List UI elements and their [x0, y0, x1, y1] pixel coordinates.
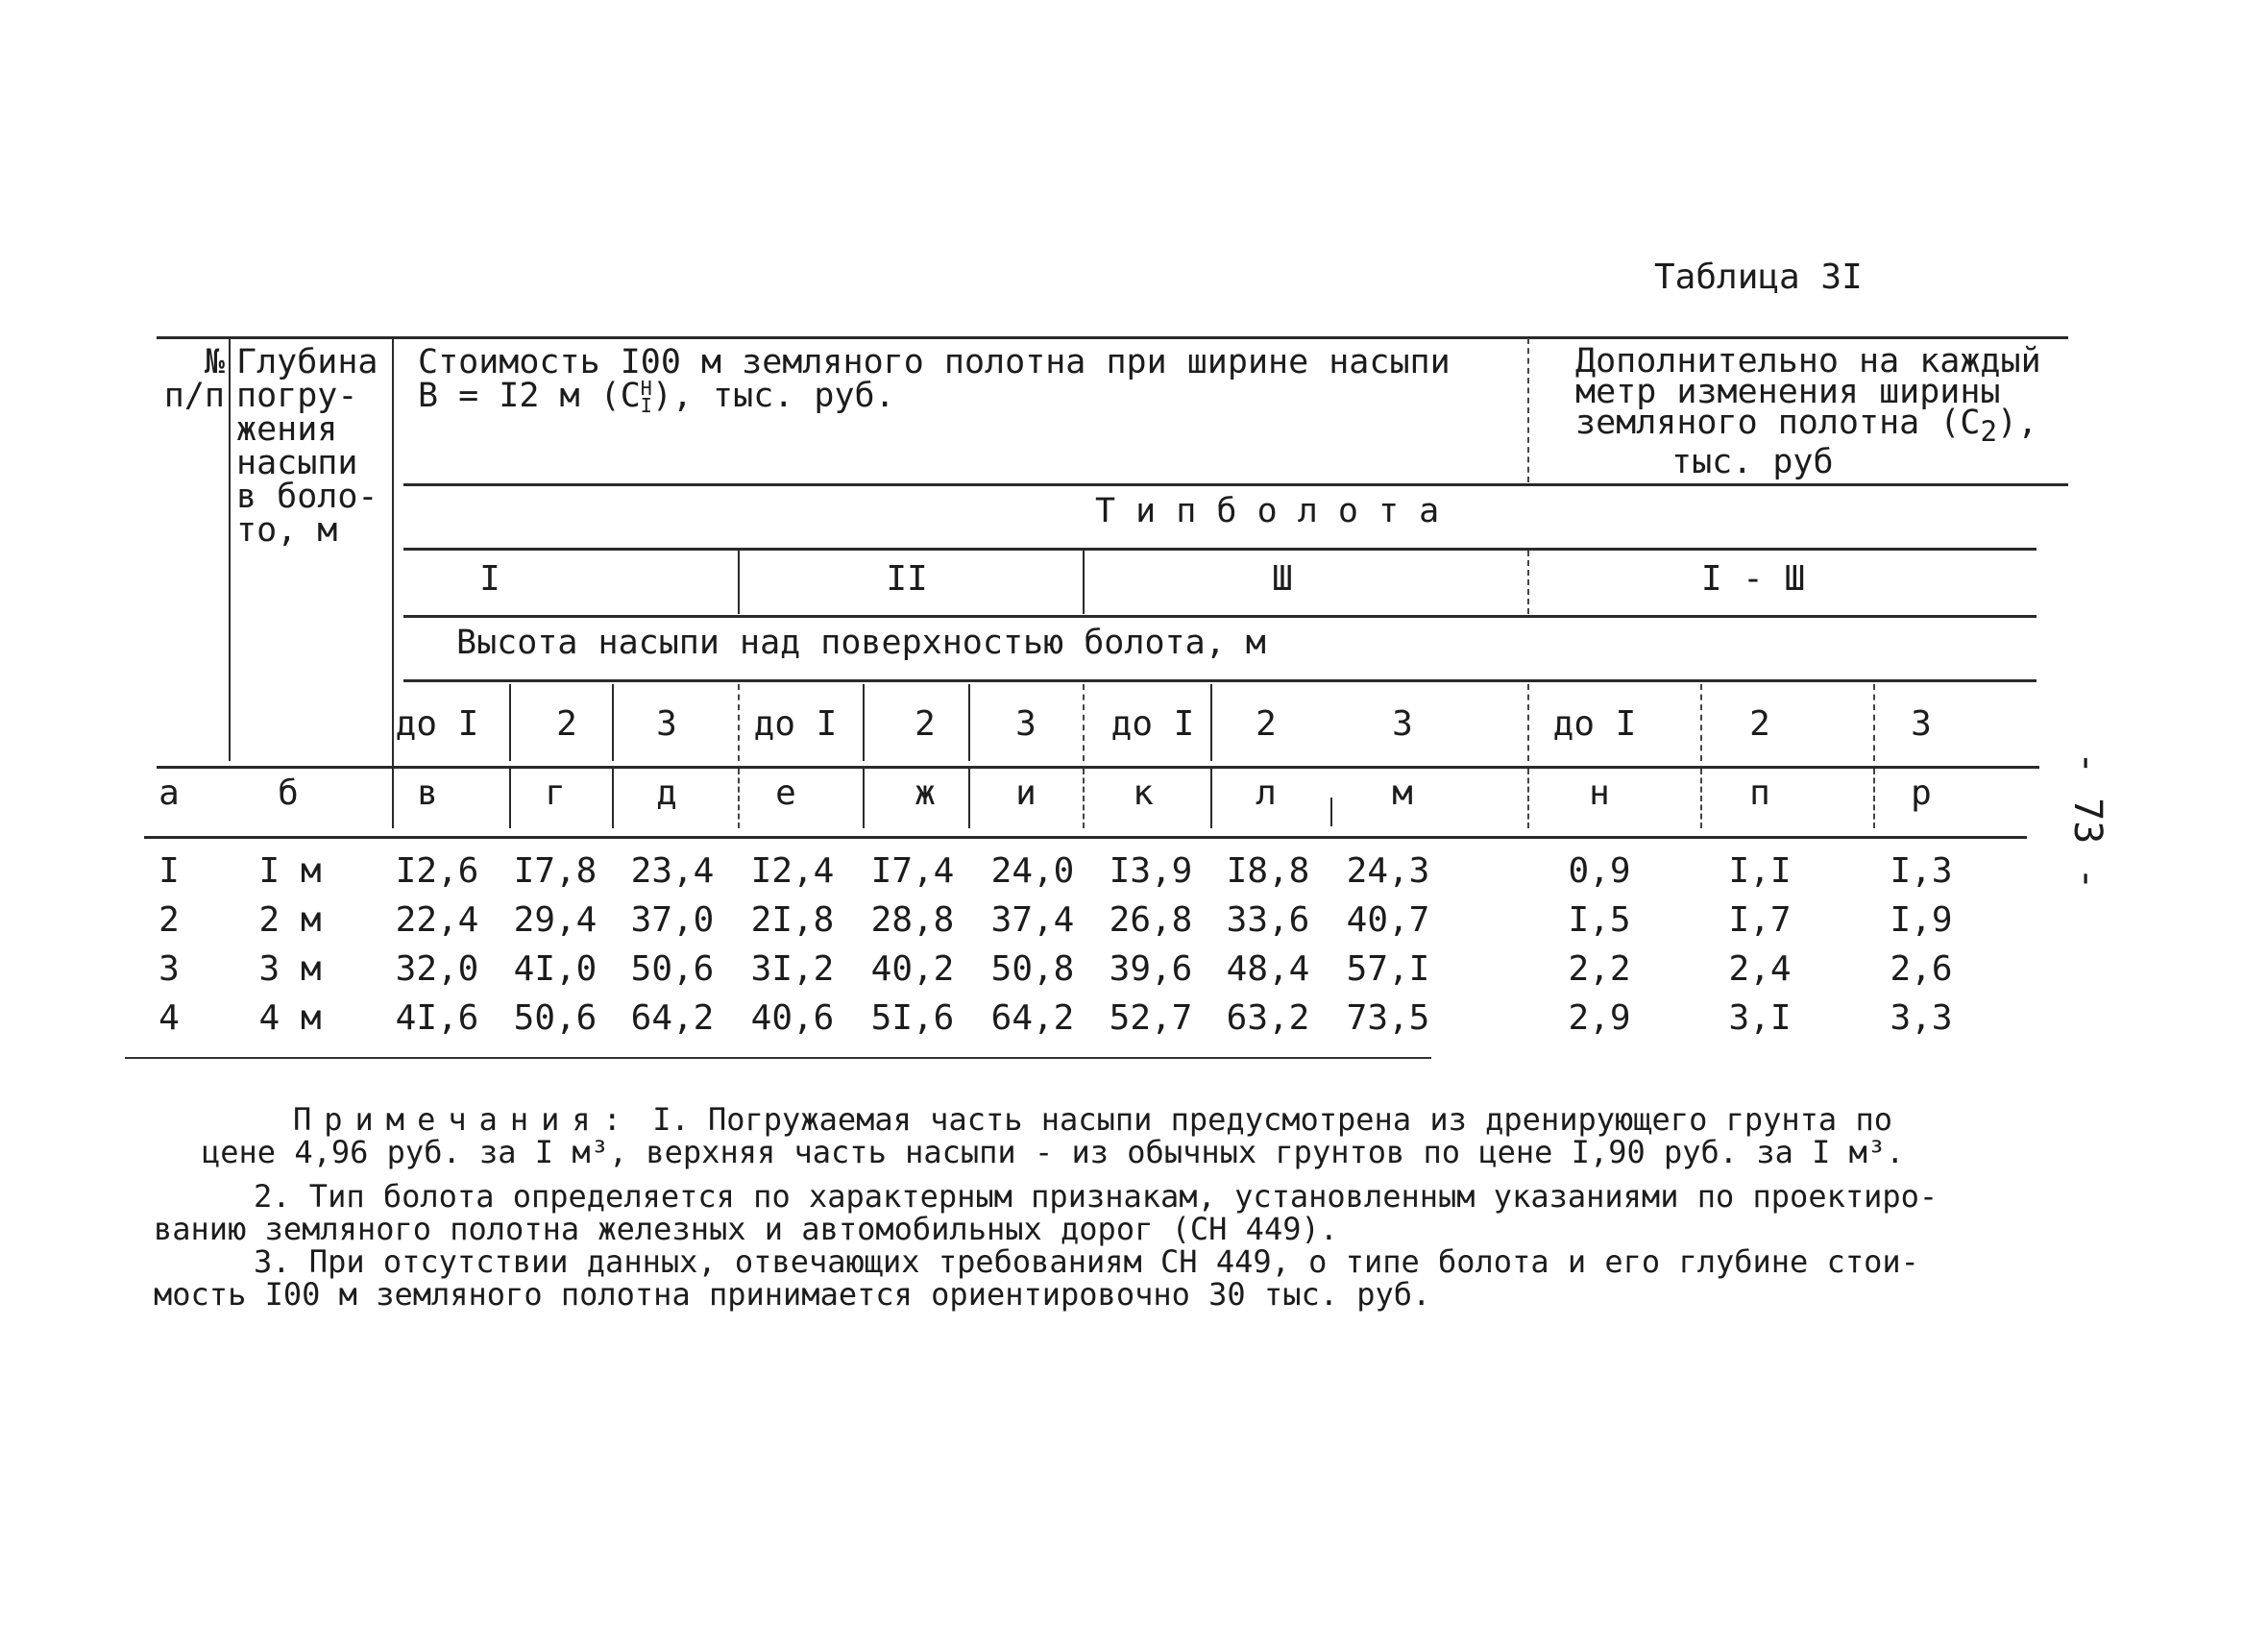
value-cell: 52,7	[1109, 998, 1193, 1038]
col-divider-additional	[1527, 338, 1529, 482]
note-3-line-1: 3. При отсутствии данных, отвечающих требованиям СН 449, о типе болота и его глубине стои-	[254, 1243, 1919, 1280]
value-cell: 5I,6	[870, 998, 955, 1038]
bog-type-2: II	[886, 559, 928, 599]
note-1-line-1	[154, 1103, 1938, 1136]
header-text: метр изменения ширины	[1575, 373, 2001, 411]
letter-divider	[968, 769, 970, 828]
header-cost	[418, 343, 1451, 417]
height-cell: 3	[656, 704, 677, 744]
rule-under-cost-title	[403, 483, 2068, 486]
letter-cell: д	[656, 774, 677, 813]
value-cell: 3,3	[1890, 998, 1953, 1038]
bog-type-4: I - Ш	[1700, 559, 1806, 599]
height-divider	[863, 684, 865, 761]
height-divider	[1083, 684, 1085, 761]
height-divider	[1700, 684, 1702, 761]
header-sub: 2	[1980, 415, 1997, 448]
header-text: №	[204, 343, 225, 381]
letter-divider	[1527, 769, 1529, 828]
letter-cell: е	[775, 774, 796, 813]
value-cell: 4I,0	[513, 949, 597, 989]
letter-divider	[509, 769, 511, 828]
header-text	[1575, 404, 2041, 448]
header-depth-column	[236, 343, 378, 550]
note-text: I. Погружаемая часть насыпи предусмотрена из дренирующего грунта по	[652, 1101, 1892, 1138]
height-divider	[1873, 684, 1875, 761]
col-divider-depth	[392, 338, 394, 828]
value-cell: I,3	[1890, 851, 1953, 891]
value-cell: 64,2	[630, 998, 715, 1038]
value-cell: I,7	[1728, 900, 1792, 940]
value-cell: I7,4	[870, 851, 955, 891]
value-cell: 40,6	[750, 998, 835, 1038]
letter-cell: а	[159, 774, 180, 813]
value-cell: 0,9	[1568, 851, 1631, 891]
bog-type-3: Ш	[1272, 559, 1293, 599]
value-cell: 24,3	[1346, 851, 1430, 891]
cost-symbol-sub: I	[640, 394, 652, 417]
value-cell: 33,6	[1226, 900, 1310, 940]
height-cell: 2	[1749, 704, 1770, 744]
header-text: в боло-	[236, 478, 378, 516]
letter-cell: г	[545, 774, 566, 813]
height-divider	[968, 684, 970, 761]
height-cell: до I	[1110, 704, 1195, 744]
letter-cell: к	[1133, 774, 1154, 813]
cost-symbol-sup: Н	[640, 377, 652, 400]
table-top-rule	[157, 336, 2068, 339]
letter-cell: в	[417, 774, 438, 813]
header-text: насыпи	[236, 444, 358, 482]
value-cell: 73,5	[1346, 998, 1430, 1038]
header-text	[418, 377, 1451, 417]
value-cell: 26,8	[1109, 900, 1193, 940]
value-cell: 63,2	[1226, 998, 1310, 1038]
rule-under-letters	[144, 836, 2027, 839]
table-title: Таблица 3I	[1654, 258, 1863, 297]
value-cell: 50,6	[513, 998, 597, 1038]
value-cell: 40,7	[1346, 900, 1430, 940]
height-cell: до I	[1552, 704, 1637, 744]
value-cell: 2,6	[1890, 949, 1953, 989]
letter-cell: м	[1392, 774, 1413, 813]
height-cell: 3	[1911, 704, 1932, 744]
note-1-line-2: цене 4,96 руб. за I м³, верхняя часть насыпи - из обычных грунтов по цене I,90 руб. за I м³.	[202, 1134, 1905, 1170]
header-text: жения	[236, 410, 338, 449]
col-divider-bog-4	[1527, 551, 1529, 614]
value-cell: 39,6	[1109, 949, 1193, 989]
value-cell: I,5	[1568, 900, 1631, 940]
value-cell: 22,4	[395, 900, 479, 940]
header-text: В = I2 м (С	[418, 377, 641, 415]
value-cell: 2I,8	[750, 900, 835, 940]
letter-divider	[1210, 769, 1212, 828]
header-text: Стоимость I00 м земляного полотна при ширине насыпи	[418, 343, 1451, 381]
note-2-line-2: ванию земляного полотна железных и автомобильных дорог (СН 449).	[154, 1211, 1338, 1247]
height-divider	[1210, 684, 1212, 761]
table-bottom-rule	[125, 1057, 1431, 1059]
value-cell: 50,8	[990, 949, 1075, 989]
value-cell: 50,6	[630, 949, 715, 989]
value-cell: 28,8	[870, 900, 955, 940]
letter-cell: б	[278, 774, 299, 813]
value-cell: I,I	[1728, 851, 1792, 891]
letter-cell: и	[1015, 774, 1036, 813]
value-cell: I3,9	[1109, 851, 1193, 891]
letter-cell: л	[1256, 774, 1277, 813]
letter-divider	[1700, 769, 1702, 828]
height-cell: 2	[1256, 704, 1277, 744]
value-cell: 2,9	[1568, 998, 1631, 1038]
height-cell: 2	[915, 704, 936, 744]
cost-symbol	[640, 377, 652, 417]
letter-divider	[738, 769, 740, 828]
height-divider	[738, 684, 740, 761]
value-cell: I,9	[1890, 900, 1953, 940]
height-cell: 3	[1015, 704, 1036, 744]
header-text: Глубина	[236, 343, 378, 381]
rule-under-heights	[157, 766, 2039, 769]
height-cell: 2	[556, 704, 577, 744]
value-cell: I2,6	[395, 851, 479, 891]
value-cell: 64,2	[990, 998, 1075, 1038]
header-text: п/п	[163, 377, 225, 415]
header-text: то, м	[236, 511, 338, 550]
value-cell: 37,0	[630, 900, 715, 940]
row-number: 2	[159, 900, 180, 940]
value-cell: 29,4	[513, 900, 597, 940]
letter-divider	[612, 769, 614, 828]
notes-label: Примечания:	[293, 1101, 634, 1138]
header-additional	[1575, 342, 2041, 481]
bog-type-title: Т и п б о л о т а	[1095, 492, 1440, 530]
row-depth: 2 м	[258, 900, 322, 940]
value-cell: 57,I	[1346, 949, 1430, 989]
height-divider	[612, 684, 614, 761]
page-number: - 73 -	[2065, 751, 2109, 891]
col-divider-num	[229, 338, 231, 761]
header-text: Дополнительно на каждый	[1575, 342, 2041, 381]
value-cell: 32,0	[395, 949, 479, 989]
letter-cell: ж	[915, 774, 936, 813]
value-cell: 40,2	[870, 949, 955, 989]
height-divider	[509, 684, 511, 761]
letter-cell: р	[1911, 774, 1932, 813]
bog-type-1: I	[479, 559, 500, 599]
header-text: ), тыс. руб.	[651, 377, 895, 415]
value-cell: 2,2	[1568, 949, 1631, 989]
height-divider	[1527, 684, 1529, 761]
rule-under-height-title	[403, 679, 2036, 682]
height-title: Высота насыпи над поверхностью болота, м	[456, 624, 1266, 662]
value-cell: 48,4	[1226, 949, 1310, 989]
value-cell: 23,4	[630, 851, 715, 891]
height-cell: 3	[1392, 704, 1413, 744]
row-depth: 4 м	[258, 998, 322, 1038]
letter-divider	[1873, 769, 1875, 828]
value-cell: 24,0	[990, 851, 1075, 891]
notes-block	[154, 1103, 1938, 1311]
col-divider-bog-2	[738, 551, 740, 614]
note-3-line-2: мость I00 м земляного полотна принимается ориентировочно 30 тыс. руб.	[154, 1276, 1431, 1313]
height-cell: до I	[395, 704, 479, 744]
row-depth: 3 м	[258, 949, 322, 989]
value-cell: 3,I	[1728, 998, 1792, 1038]
letter-divider	[1330, 798, 1332, 826]
value-cell: I2,4	[750, 851, 835, 891]
header-text: погру-	[236, 377, 358, 415]
note-2-line-1: 2. Тип болота определяется по характерным признакам, установленным указаниями по проектиро-	[254, 1178, 1939, 1215]
letter-divider	[1083, 769, 1085, 828]
header-number-column	[158, 343, 225, 415]
header-text: земляного полотна (С	[1575, 404, 1981, 442]
header-text: ),	[1997, 404, 2038, 442]
value-cell: 4I,6	[395, 998, 479, 1038]
col-divider-bog-3	[1083, 551, 1085, 614]
letter-cell: н	[1589, 774, 1610, 813]
rule-under-bog-type	[403, 548, 2036, 551]
row-number: 4	[159, 998, 180, 1038]
height-cell: до I	[753, 704, 838, 744]
letter-cell: п	[1749, 774, 1770, 813]
letter-divider	[863, 769, 865, 828]
value-cell: 3I,2	[750, 949, 835, 989]
value-cell: 2,4	[1728, 949, 1792, 989]
row-number: 3	[159, 949, 180, 989]
header-text: тыс. руб	[1671, 443, 1834, 481]
value-cell: 37,4	[990, 900, 1075, 940]
value-cell: I7,8	[513, 851, 597, 891]
value-cell: I8,8	[1226, 851, 1310, 891]
row-depth: I м	[258, 851, 322, 891]
rule-under-bog-numbers	[403, 615, 2036, 618]
row-number: I	[159, 851, 180, 891]
